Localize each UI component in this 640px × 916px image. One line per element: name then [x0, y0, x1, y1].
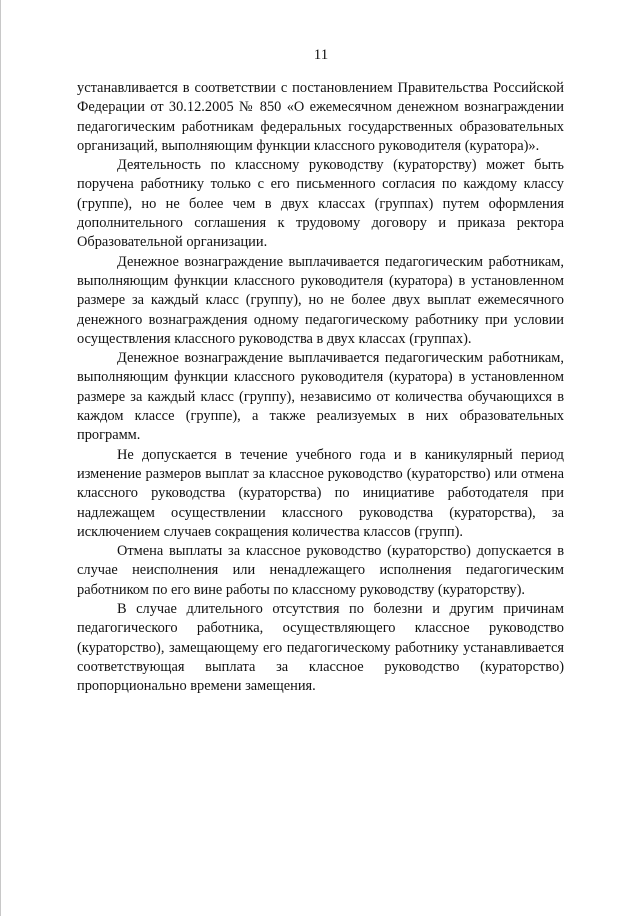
paragraph-payment-independence: Денежное вознаграждение выплачивается педагогическим работникам, выполняющим функции классного руководителя (куратора) в установленном размере за каждый класс (группу), независимо от количества обучающихся в каждом классе (группе), а также реализуемых в них образовательных программ. — [77, 350, 564, 444]
paragraph-assignment-consent: Деятельность по классному руководству (кураторству) может быть поручена работнику только с его письменного согласия по каждому классу (группе), но не более чем в двух классах (группах) путем оформления дополнительного соглашения к трудовому договору и приказа ректора Образовательной организации. — [77, 157, 564, 251]
document-body — [77, 79, 564, 697]
paragraph-cancellation: Отмена выплаты за классное руководство (кураторство) допускается в случае неисполнения или ненадлежащего исполнения педагогическим работником по его вине работы по классному руководству (кураторству). — [77, 543, 564, 598]
page-number: 11 — [313, 47, 329, 63]
paragraph-no-change: Не допускается в течение учебного года и в каникулярный период изменение размеров выплат за классное руководство (кураторство) или отмена классного руководства (кураторства) по инициативе работодателя при надлежащем осуществлении классного руководства (кураторства), за исключением случаев сокращения количества классов (групп). — [77, 446, 564, 540]
paragraph-continuation: устанавливается в соответствии с постановлением Правительства Российской Федерации от 30.12.2005 № 850 «О ежемесячном денежном вознаграждении педагогическим работникам федеральных государственных образовательных организаций, выполняющим функции классного руководителя (куратора)». — [77, 80, 564, 154]
paragraph-substitution: В случае длительного отсутствия по болезни и другим причинам педагогического работника, осуществляющего классное руководство (кураторство), замещающему его педагогическому работнику устанавливается соответствующая выплата за классное руководство (кураторство) пропорционально времени замещения. — [77, 601, 564, 695]
paragraph-payment-limit: Денежное вознаграждение выплачивается педагогическим работникам, выполняющим функции классного руководителя (куратора) в установленном размере за каждый класс (группу), но не более двух выплат ежемесячного денежного вознаграждения одному педагогическому работнику при условии осуществления классного руководства в двух классах (группах). — [77, 253, 564, 347]
